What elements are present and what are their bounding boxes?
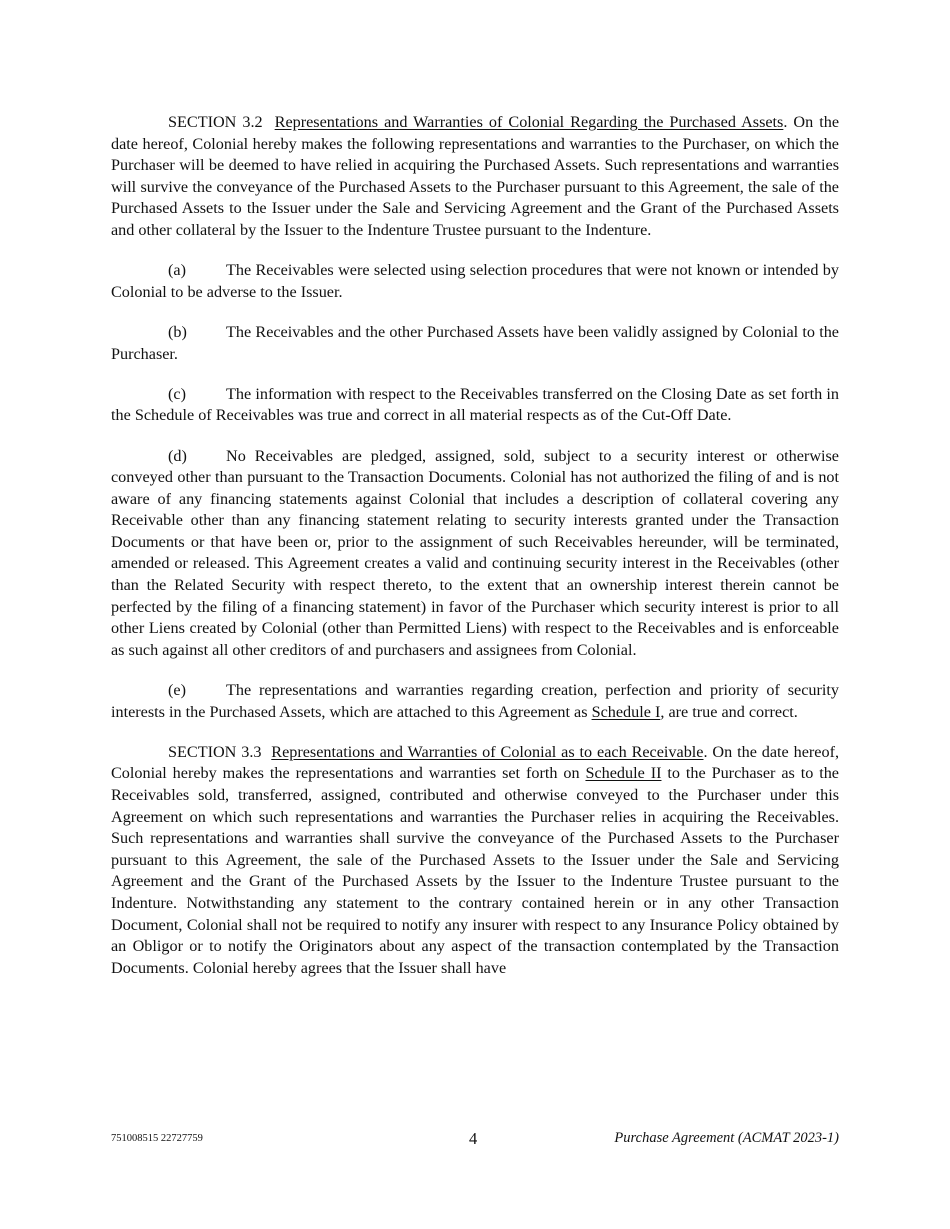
clause-e xyxy=(111,680,839,723)
footer-document-title: Purchase Agreement (ACMAT 2023-1) xyxy=(614,1130,839,1146)
clause-b-text: The Receivables and the other Purchased Assets have been validly assigned by Colonial to the Purchaser. xyxy=(111,322,839,363)
section-3-3-paragraph xyxy=(111,742,839,980)
section-3-2-text: . On the date hereof, Colonial hereby makes the following representations and warranties to the Purchaser, on which the Purchaser will be deemed to have relied in acquiring the Purchased Assets. Such representations and warranties will survive the conveyance of the Purchased Assets to the Purchaser pursuant to this Agreement, the sale of the Purchased Assets to the Issuer under the Sale and Servicing Agreement and the Grant of the Purchased Assets and other collateral by the Issuer to the Indenture Trustee pursuant to the Indenture. xyxy=(111,113,840,239)
clause-d-text: No Receivables are pledged, assigned, sold, subject to a security interest or otherwise conveyed other than pursuant to the Transaction Documents. Colonial has not authorized the filing of and is not aware of any financing statements against Colonial that includes a description of collateral covering any Receivable other than any financing statement relating to security interests granted under the Transaction Documents or that have been or, prior to the assignment of such Receivables hereunder, will be terminated, amended or released. This Agreement creates a valid and continuing security interest in the Receivables (other than the Related Security with respect thereto, to the extent that an ownership interest therein cannot be perfected by the filing of a financing statement) in favor of the Purchaser which security interest is prior to all other Liens created by Colonial (other than Permitted Liens) with respect to the Receivables and is enforceable as such against all other creditors of and purchasers and assignees from Colonial. xyxy=(111,446,839,659)
clause-b xyxy=(111,322,839,365)
clause-c-text: The information with respect to the Receivables transferred on the Closing Date as set forth in the Schedule of Receivables was true and correct in all material respects as of the Cut-Off Date. xyxy=(111,384,839,425)
section-3-3-title: Representations and Warranties of Colonial as to each Receivable xyxy=(271,742,704,761)
schedule-i-reference: Schedule I xyxy=(591,702,661,721)
document-body xyxy=(111,112,839,979)
clause-e-label: (e) xyxy=(168,681,186,700)
clause-d xyxy=(111,446,839,662)
section-3-2-title: Representations and Warranties of Colonial Regarding the Purchased Assets xyxy=(274,113,784,131)
page-footer xyxy=(111,1129,839,1153)
footer-page-number: 4 xyxy=(469,1129,478,1148)
clause-d-label: (d) xyxy=(168,446,187,465)
clause-b-label: (b) xyxy=(168,322,187,341)
section-3-2-paragraph xyxy=(111,112,839,242)
clause-a-label: (a) xyxy=(168,261,186,280)
clause-c-label: (c) xyxy=(168,384,186,403)
section-3-3-text-after: to the Purchaser as to the Receivables sold, transferred, assigned, contributed and otherwise conveyed to the Purchaser under this Agreement on which such representations and warranties the Purchaser relies in acquiring the Receivables. Such representations and warranties shall survive the conveyance of the Purchased Assets to the Purchaser pursuant to this Agreement, the sale of the Purchased Assets to the Issuer under the Sale and Servicing Agreement and the Grant of the Purchased Assets by the Issuer to the Indenture Trustee pursuant to the Indenture. Notwithstanding any statement to the contrary contained herein or in any other Transaction Document, Colonial shall not be required to notify any insurer with respect to any Insurance Policy obtained by an Obligor or to notify the Originators about any aspect of the transaction contemplated by the Transaction Documents. Colonial hereby agrees that the Issuer shall have xyxy=(111,764,839,977)
clause-e-text-after: , are true and correct. xyxy=(660,702,798,721)
clause-c xyxy=(111,384,839,427)
footer-document-id: 751008515 22727759 xyxy=(111,1133,203,1144)
section-3-2-number: SECTION 3.2 xyxy=(168,113,263,131)
clause-e-text-before: The representations and warranties regarding creation, perfection and priority of security interests in the Purchased Assets, which are attached to this Agreement as xyxy=(111,681,839,721)
section-3-3-number: SECTION 3.3 xyxy=(168,742,262,761)
schedule-ii-reference: Schedule II xyxy=(585,764,662,783)
clause-a-text: The Receivables were selected using selection procedures that were not known or intended by Colonial to be adverse to the Issuer. xyxy=(111,261,839,301)
clause-a xyxy=(111,260,839,303)
section-3-3-text-before: . On the date hereof, Colonial hereby makes the representations and warranties set forth on xyxy=(111,742,840,783)
